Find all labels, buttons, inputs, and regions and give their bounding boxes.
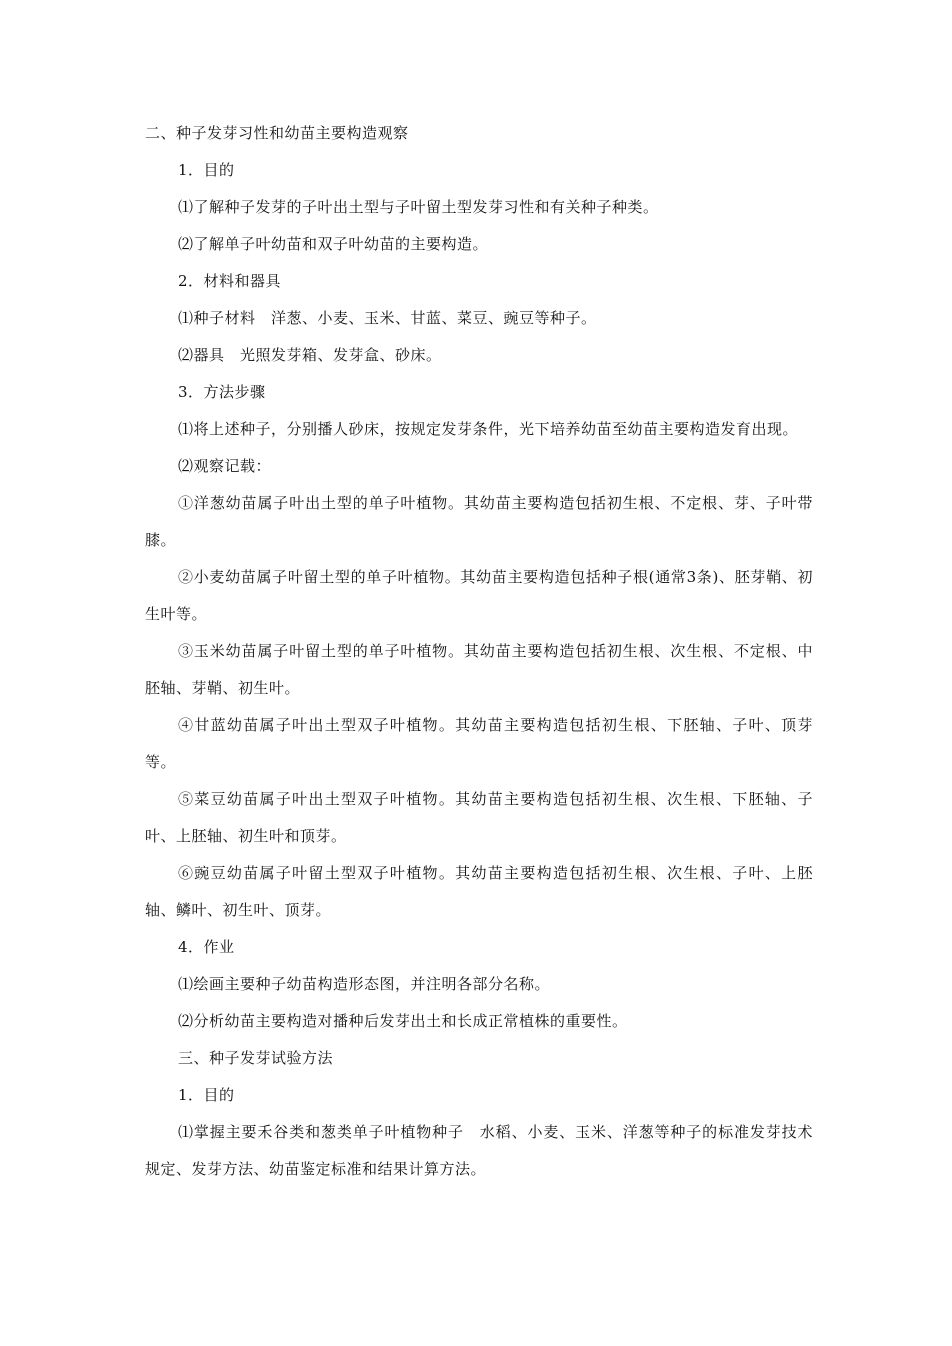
list-item: ⑴将上述种子，分别播人砂床，按规定发芽条件，光下培养幼苗至幼苗主要构造发育出现。 xyxy=(178,420,799,438)
list-item: ⑵观察记载： xyxy=(178,457,272,475)
observation-item: ③玉米幼苗属子叶留土型的单子叶植物。其幼苗主要构造包括初生根、次生根、不定根、中胚轴、芽鞘、初生叶。 xyxy=(145,642,813,697)
list-item: ⑴种子材料 洋葱、小麦、玉米、甘蓝、菜豆、豌豆等种子。 xyxy=(178,309,597,327)
list-item: ⑴绘画主要种子幼苗构造形态图，并注明各部分名称。 xyxy=(178,975,551,993)
subsection-heading: 2．材料和器具 xyxy=(178,272,282,290)
list-item: ⑴掌握主要禾谷类和葱类单子叶植物种子 水稻、小麦、玉米、洋葱等种子的标准发芽技术规定、发芽方法、幼苗鉴定标准和结果计算方法。 xyxy=(145,1123,813,1178)
observation-item: ②小麦幼苗属子叶留土型的单子叶植物。其幼苗主要构造包括种子根(通常3条)、胚芽鞘、初生叶等。 xyxy=(145,568,813,623)
section-heading: 三、种子发芽试验方法 xyxy=(178,1049,334,1067)
list-item: ⑴了解种子发芽的子叶出土型与子叶留土型发芽习性和有关种子种类。 xyxy=(178,198,659,216)
subsection-heading: 3．方法步骤 xyxy=(178,383,266,401)
list-item: ⑵器具 光照发芽箱、发芽盒、砂床。 xyxy=(178,346,442,364)
document-body xyxy=(145,123,813,1196)
list-item: ⑵分析幼苗主要构造对播种后发芽出土和长成正常植株的重要性。 xyxy=(178,1012,628,1030)
observation-item: ④甘蓝幼苗属子叶出土型双子叶植物。其幼苗主要构造包括初生根、下胚轴、子叶、顶芽等。 xyxy=(145,716,813,771)
subsection-heading: 1．目的 xyxy=(178,1086,235,1104)
subsection-heading: 4．作业 xyxy=(178,938,235,956)
section-heading: 二、种子发芽习性和幼苗主要构造观察 xyxy=(145,124,409,142)
observation-item: ⑥豌豆幼苗属子叶留土型双子叶植物。其幼苗主要构造包括初生根、次生根、子叶、上胚轴、鳞叶、初生叶、顶芽。 xyxy=(145,864,813,919)
observation-item: ①洋葱幼苗属子叶出土型的单子叶植物。其幼苗主要构造包括初生根、不定根、芽、子叶带膝。 xyxy=(145,494,813,549)
subsection-heading: 1．目的 xyxy=(178,161,235,179)
observation-item: ⑤菜豆幼苗属子叶出土型双子叶植物。其幼苗主要构造包括初生根、次生根、下胚轴、子叶、上胚轴、初生叶和顶芽。 xyxy=(145,790,813,845)
list-item: ⑵了解单子叶幼苗和双子叶幼苗的主要构造。 xyxy=(178,235,489,253)
